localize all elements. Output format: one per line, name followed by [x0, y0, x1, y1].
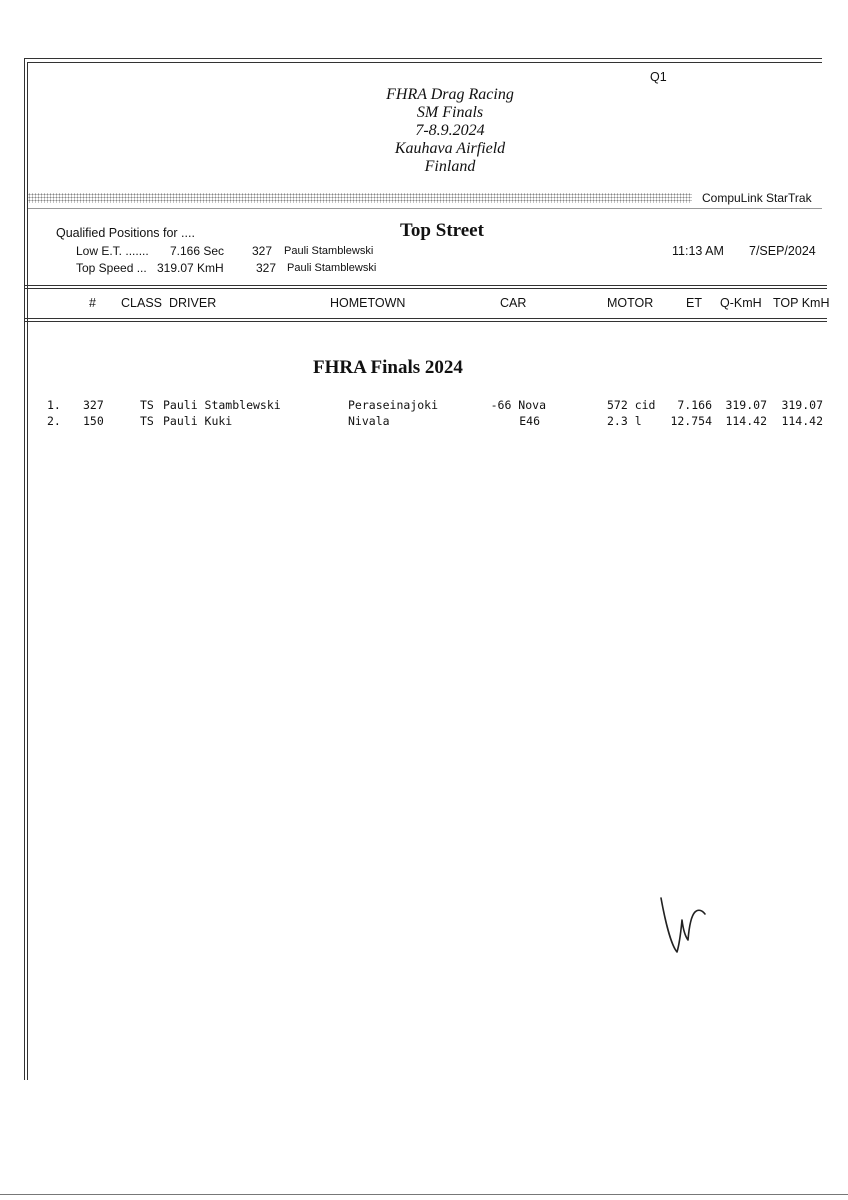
row-class: TS — [140, 398, 154, 412]
row-motor: 572 cid — [607, 398, 656, 412]
row-hometown: Peraseinajoki — [348, 398, 439, 412]
report-date: 7/SEP/2024 — [749, 244, 816, 258]
low-et-driver: Pauli Stamblewski — [284, 245, 374, 257]
event-venue: Kauhava Airfield — [394, 140, 506, 157]
top-speed-label: Top Speed ... — [76, 261, 147, 275]
row-car-number: 150 — [83, 414, 104, 428]
class-title: Top Street — [400, 220, 484, 241]
row-motor: 2.3 l — [607, 414, 642, 428]
top-speed-driver: Pauli Stamblewski — [287, 262, 377, 274]
dotted-separator — [28, 193, 692, 203]
col-num: # — [89, 296, 96, 310]
top-speed-car: 327 — [256, 261, 277, 275]
row-et: 7.166 — [677, 398, 712, 412]
col-driver: DRIVER — [169, 296, 217, 310]
col-et: ET — [686, 296, 702, 310]
col-motor: MOTOR — [607, 296, 654, 310]
col-topkmh: TOP KmH — [773, 296, 830, 310]
col-car: CAR — [500, 296, 527, 310]
left-border-inner — [27, 62, 28, 1080]
row-car-number: 327 — [83, 398, 104, 412]
row-car: -66 Nova — [490, 398, 546, 412]
top-border-inner — [27, 62, 822, 63]
row-hometown: Nivala — [348, 414, 390, 428]
low-et-label: Low E.T. ....... — [76, 244, 149, 258]
row-topkmh: 114.42 — [781, 414, 823, 428]
report-time: 11:13 AM — [672, 244, 724, 258]
top-border — [24, 58, 822, 59]
row-driver: Pauli Kuki — [163, 414, 233, 428]
row-qkmh: 114.42 — [725, 414, 767, 428]
low-et-value: 7.166 Sec — [170, 244, 225, 258]
row-driver: Pauli Stamblewski — [163, 398, 281, 412]
row-class: TS — [140, 414, 154, 428]
system-rule — [28, 208, 822, 209]
row-car: E46 — [519, 414, 540, 428]
top-speed-value: 319.07 KmH — [157, 261, 224, 275]
event-country: Finland — [424, 158, 476, 175]
event-title: FHRA Drag Racing — [386, 86, 514, 103]
header-rule-bottom-2 — [24, 321, 827, 322]
results-title: FHRA Finals 2024 — [313, 357, 463, 378]
header-rule-top — [24, 285, 827, 286]
header-rule-bottom — [24, 318, 827, 319]
row-position: 2. — [47, 414, 61, 428]
event-dates: 7-8.9.2024 — [415, 122, 485, 139]
system-name: CompuLink StarTrak — [702, 191, 812, 205]
col-hometown: HOMETOWN — [330, 296, 406, 310]
col-qkmh: Q-KmH — [720, 296, 762, 310]
handwritten-initials — [655, 890, 715, 960]
row-qkmh: 319.07 — [725, 398, 767, 412]
row-position: 1. — [47, 398, 61, 412]
page-code: Q1 — [650, 70, 667, 84]
event-subtitle: SM Finals — [416, 104, 484, 121]
page-bottom-edge — [0, 1194, 848, 1195]
row-topkmh: 319.07 — [781, 398, 823, 412]
event-title-block — [330, 86, 570, 176]
qualified-label: Qualified Positions for .... — [56, 226, 195, 240]
row-et: 12.754 — [670, 414, 712, 428]
header-rule-top-2 — [24, 288, 827, 289]
left-border — [24, 58, 25, 1080]
col-class: CLASS — [121, 296, 162, 310]
low-et-car: 327 — [252, 244, 273, 258]
